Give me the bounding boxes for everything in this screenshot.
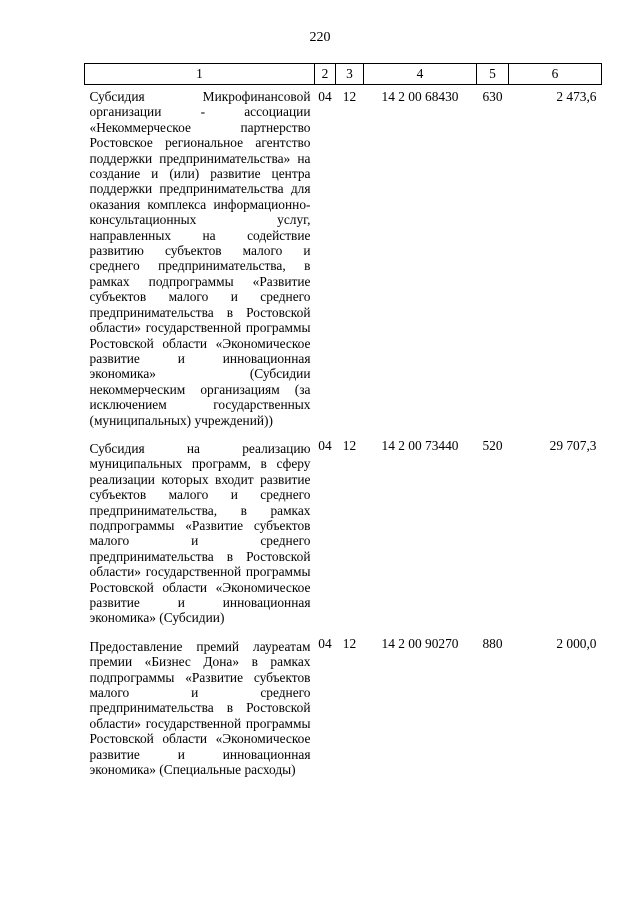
table-row xyxy=(85,434,602,632)
header-col-6: 6 xyxy=(509,64,602,85)
header-col-5: 5 xyxy=(477,64,509,85)
budget-table xyxy=(84,63,602,783)
table-row xyxy=(85,85,602,434)
header-col-2: 2 xyxy=(315,64,336,85)
header-col-1: 1 xyxy=(85,64,315,85)
row-amount: 29 707,3 xyxy=(549,437,597,453)
row-expense-type: 520 xyxy=(482,437,503,453)
row-target-article: 14 2 00 68430 xyxy=(381,89,459,104)
row-description: Предоставление премий лауреатам премии «Бизнес Дона» в рамках подпрограммы «Развитие субъектов малого и среднего предпринимательства в Ростовской области» государственной программы Ростовской области «Экономическое развитие и инновационная экономика» (Специальные расходы) xyxy=(89,638,311,778)
row-subsection-code: 12 xyxy=(342,635,357,651)
row-amount: 2 473,6 xyxy=(556,89,597,104)
row-subsection-code: 12 xyxy=(342,89,357,104)
header-col-4: 4 xyxy=(364,64,477,85)
row-section-code: 04 xyxy=(318,89,332,104)
row-description: Субсидия Микрофинансовой организации - ассоциации «Некоммерческое партнерство Ростовское региональное агентство поддержки предпринимательства» на создание и (или) развитие центра поддержки предпринимательства для оказания комплекса информационно-консультационных услуг, направленных на содействие развитию субъектов малого и среднего предпринимательства, в рамках подпрограммы «Развитие субъектов малого и среднего предпринимательства в Ростовской области» государственной программы Ростовской области «Экономическое развитие и инновационная экономика» (Субсидии некоммерческим организациям (за исключением государственных (муниципальных) учреждений)) xyxy=(89,89,311,428)
row-target-article: 14 2 00 90270 xyxy=(381,635,459,651)
header-col-3: 3 xyxy=(336,64,364,85)
row-section-code: 04 xyxy=(318,437,332,453)
table-row xyxy=(85,632,602,784)
row-target-article: 14 2 00 73440 xyxy=(381,437,459,453)
row-expense-type: 880 xyxy=(482,635,503,651)
row-section-code: 04 xyxy=(318,635,332,651)
row-amount: 2 000,0 xyxy=(556,635,597,651)
row-description: Субсидия на реализацию муниципальных программ, в сферу реализации которых входит развитие субъектов малого и среднего предпринимательства, в рамках подпрограммы «Развитие субъектов малого и среднего предпринимательства в Ростовской области» государственной программы Ростовской области «Экономическое развитие и инновационная экономика» (Субсидии) xyxy=(89,440,311,626)
row-subsection-code: 12 xyxy=(342,437,357,453)
table-header-row xyxy=(85,64,602,85)
row-expense-type: 630 xyxy=(482,89,503,104)
page-number: 220 xyxy=(309,30,331,45)
